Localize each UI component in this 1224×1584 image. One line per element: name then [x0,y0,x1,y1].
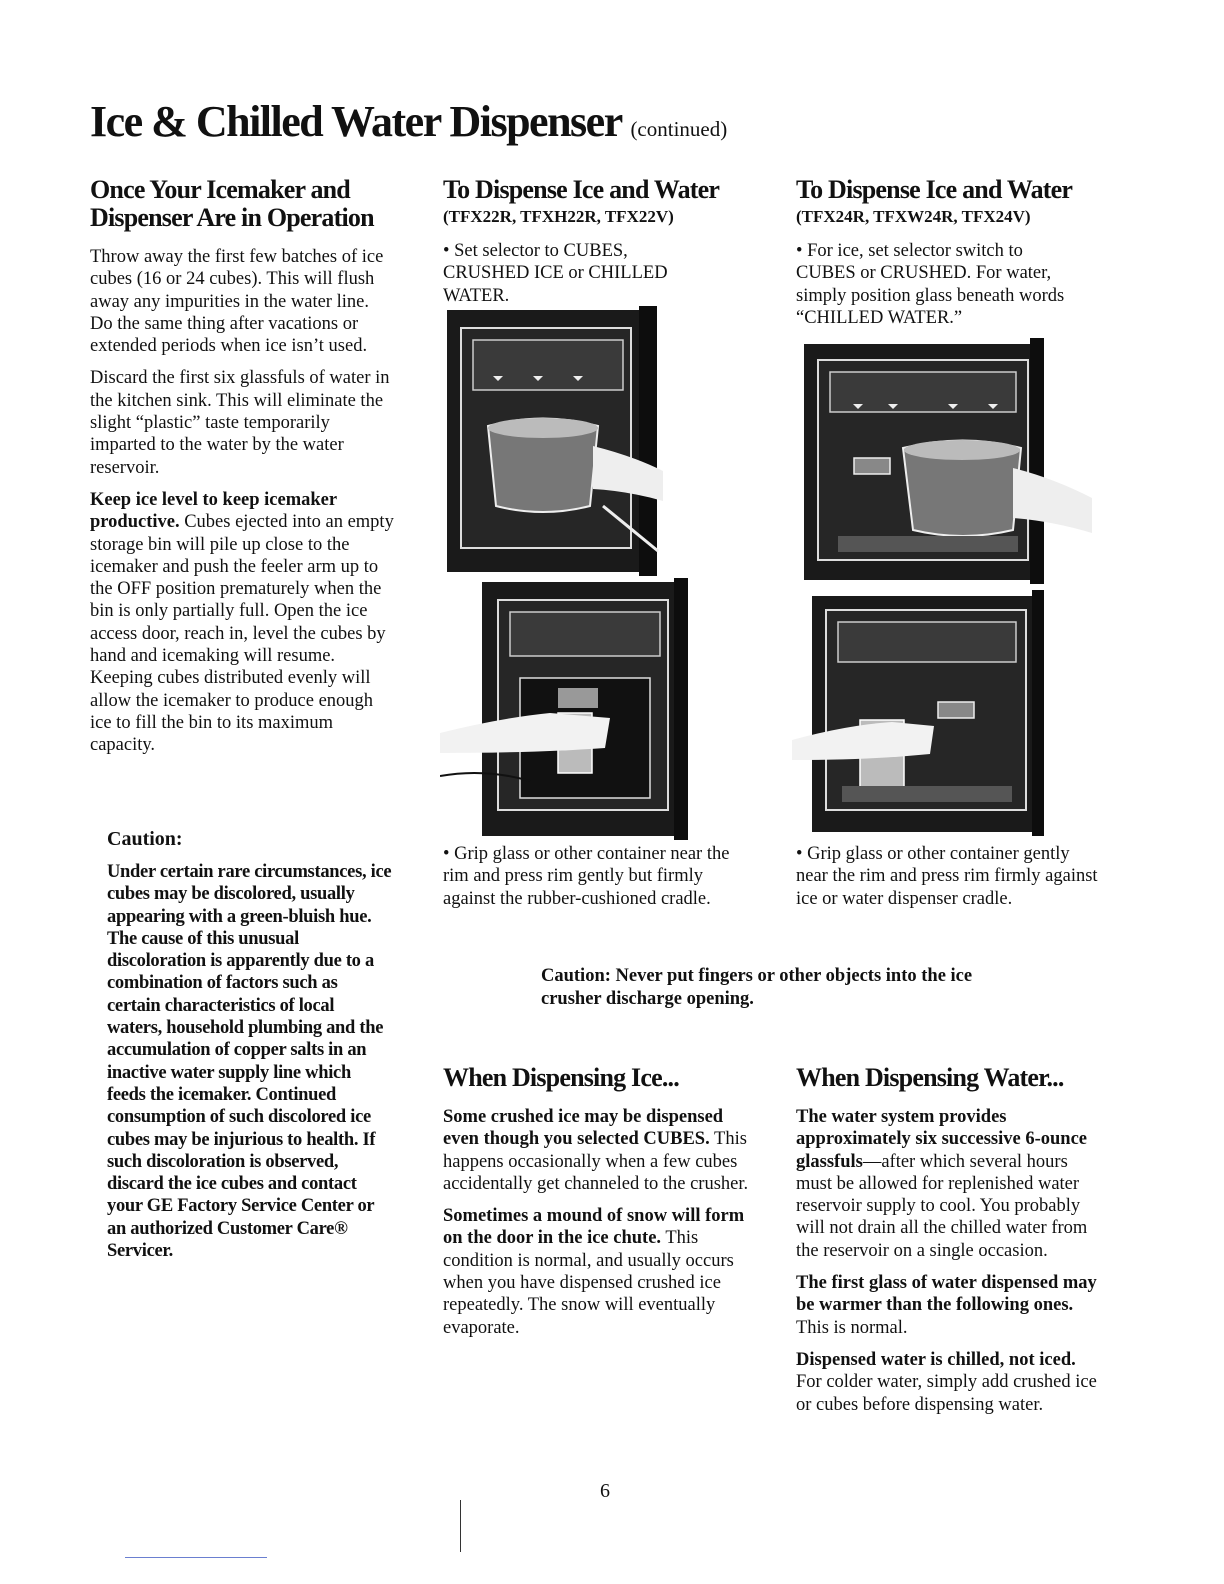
caution-box [107,828,392,1262]
operation-paragraph-1: Throw away the first few batches of ice cubes (16 or 24 cubes). This will flush away any impurities in the water line. Do the same thing after vacations or extended periods when ice isn’t used. [90,247,384,357]
keep-ice-level-bold: Keep ice level to keep icemaker productive. [90,489,337,533]
operation-paragraph-3 [90,489,395,757]
dispense-24-bullet-2: • Grip glass or other container gently near the rim and press rim firmly against ice or water dispenser cradle. [796,844,1098,909]
title-suffix: (continued) [630,117,728,141]
first-glass-text: This is normal. [796,1317,908,1338]
dispensing-water-paragraph-3 [796,1349,1101,1416]
dispense-22-heading: To Dispense Ice and Water [443,175,720,204]
column-dispense-22 [443,176,753,317]
dispense-24-bullet-2-wrap [796,843,1106,920]
dispensing-ice-section [443,1064,753,1349]
dispensing-ice-heading: When Dispensing Ice... [443,1063,679,1092]
operation-heading: Once Your Icemaker and Dispenser Are in Operation [90,175,374,232]
first-glass-bold: The first glass of water dispensed may be warmer than the following ones. [796,1273,1097,1316]
caution-body: Under certain rare circumstances, ice cubes may be discolored, usually appearing with a green-bluish hue. The cause of this unusual discoloration is apparently due to a combination of factors such as certain characteristics of local waters, household plumbing and the accumulation of copper salts in an inactive water supply line which feeds the icemaker. Continued consumption of such discolored ice cubes may be injurious to health. If such discoloration is observed, discard the ice cubes and contact your GE Factory Service Center or an authorized Customer Care® Servicer. [107,862,392,1262]
six-glassfuls-text: —after which several hours must be allowed for replenished water reservoir supply to cool. You probably will not drain all the chilled water from the reservoir on a single occasion. [796,1151,1088,1261]
dispenser-photo-water-24 [792,590,1052,836]
six-glassfuls-bold: The water system provides approximately six successive 6-ounce glassfuls [796,1107,1088,1172]
bottom-rule [125,1557,267,1558]
dispensing-water-paragraph-2 [796,1272,1101,1339]
dispensing-water-heading: When Dispensing Water... [796,1063,1064,1092]
crusher-caution: Caution: Never put fingers or other objects into the ice crusher discharge opening. [541,966,973,1009]
page-number: 6 [600,1480,610,1502]
dispense-22-bullet-2: • Grip glass or other container near the rim and press rim gently but firmly against the rubber-cushioned cradle. [443,844,730,909]
dispense-24-heading: To Dispense Ice and Water [796,175,1073,204]
keep-ice-level-text: Cubes ejected into an empty storage bin will pile up close to the icemaker and push the feeler arm up to the OFF position prematurely when the bin is only partially full. Open the ice access door, reach in, level the cubes by hand and icemaking will resume. Keeping cubes distributed evenly will allow the icemaker to produce enough ice to fill the bin to its maximum capacity. [90,512,394,756]
snow-mound-bold: Sometimes a mound of snow will form on the door in the ice chute. [443,1206,745,1249]
binding-mark [460,1500,461,1552]
column-operation [90,176,395,767]
operation-paragraph-2: Discard the first six glassfuls of water in the kitchen sink. This will eliminate the slight “plastic” taste temporarily imparted to the water by the water reservoir. [90,368,390,478]
chilled-not-iced-bold: Dispensed water is chilled, not iced. [796,1349,1076,1370]
dispense-22-bullet-2-wrap [443,843,753,920]
dispenser-photo-ice-22 [443,306,663,576]
dispense-22-models: (TFX22R, TFXH22R, TFX22V) [443,207,674,226]
dispensing-ice-paragraph-1 [443,1106,753,1195]
caution-heading: Caution: [107,828,183,850]
page-title [90,96,727,155]
snow-mound-text: This condition is normal, and usually occurs when you have dispensed crushed ice repeatedly. The snow will eventually evaporate. [443,1228,734,1338]
dispensing-water-section [796,1064,1101,1426]
crushed-ice-bold: Some crushed ice may be dispensed even though you selected CUBES. [443,1107,724,1150]
column-dispense-24 [796,176,1106,339]
dispense-24-bullet-1: • For ice, set selector switch to CUBES or CRUSHED. For water, simply position glass beneath words “CHILLED WATER.” [796,241,1065,328]
dispensing-water-paragraph-1 [796,1106,1101,1262]
dispense-22-bullet-1: • Set selector to CUBES, CRUSHED ICE or CHILLED WATER. [443,241,668,306]
dispenser-photo-ice-24 [798,338,1092,584]
crushed-ice-text: This happens occasionally when a few cubes accidentally get channeled to the crusher. [443,1129,749,1194]
dispenser-photo-water-22 [440,578,696,840]
chilled-not-iced-text: For colder water, simply add crushed ice or cubes before dispensing water. [796,1372,1097,1415]
title-text: Ice & Chilled Water Dispenser [90,97,621,146]
dispensing-ice-paragraph-2 [443,1205,753,1339]
dispense-24-models: (TFX24R, TFXW24R, TFX24V) [796,207,1031,226]
